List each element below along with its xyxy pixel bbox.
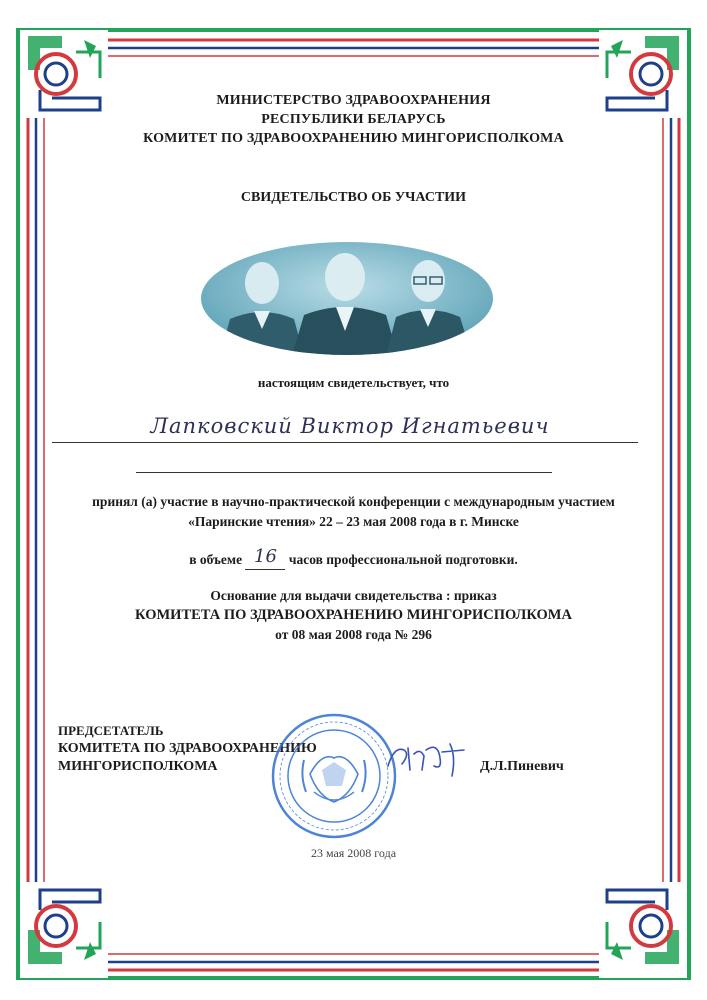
recipient-name: Лапковский Виктор Игнатьевич	[150, 414, 550, 438]
signatory-title: ПРЕДСЕТАТЕЛЬ	[58, 723, 164, 738]
signatory-org-line-1: КОМИТЕТА ПО ЗДРАВООХРАНЕНИЮ	[58, 741, 317, 756]
hours-statement	[0, 546, 707, 570]
basis-line-1: Основание для выдачи свидетельства : приказ	[210, 588, 497, 603]
official-seal	[270, 712, 398, 840]
certificate-title: СВИДЕТЕЛЬСТВО ОБ УЧАСТИИ	[240, 190, 467, 205]
participation-line-1: принял (а) участие в научно-практической конференции с международным участием	[92, 494, 615, 509]
hours-prefix: в объеме	[189, 552, 243, 567]
hours-suffix: часов профессиональной подготовки.	[288, 552, 518, 567]
hours-value: 16	[254, 546, 277, 567]
name-underline-1	[52, 442, 638, 443]
ministry-line-2: РЕСПУБЛИКИ БЕЛАРУСЬ	[261, 112, 446, 127]
committee-line: КОМИТЕТ ПО ЗДРАВООХРАНЕНИЮ МИНГОРИСПОЛКОМА	[143, 131, 564, 146]
hours-blank	[245, 546, 285, 570]
participation-line-2: «Паринские чтения» 22 – 23 мая 2008 года в г. Минске	[188, 514, 519, 529]
name-underline-2	[136, 472, 552, 473]
ministry-line-1: МИНИСТЕРСТВО ЗДРАВООХРАНЕНИЯ	[216, 93, 491, 108]
basis-line-3: от 08 мая 2008 года № 296	[275, 627, 432, 642]
issue-date: 23 мая 2008 года	[310, 846, 397, 860]
portrait-photo	[200, 241, 494, 356]
corner-ornament-bottom-right	[599, 882, 687, 978]
handwritten-signature	[380, 736, 470, 786]
basis-line-2: КОМИТЕТА ПО ЗДРАВООХРАНЕНИЮ МИНГОРИСПОЛКОМА	[135, 607, 572, 623]
certifies-text: настоящим свидетельствует, что	[257, 375, 450, 390]
corner-ornament-bottom-left	[20, 882, 108, 978]
signatory-name: Д.Л.Пиневич	[480, 759, 564, 774]
signatory-org-line-2: МИНГОРИСПОЛКОМА	[58, 759, 218, 774]
